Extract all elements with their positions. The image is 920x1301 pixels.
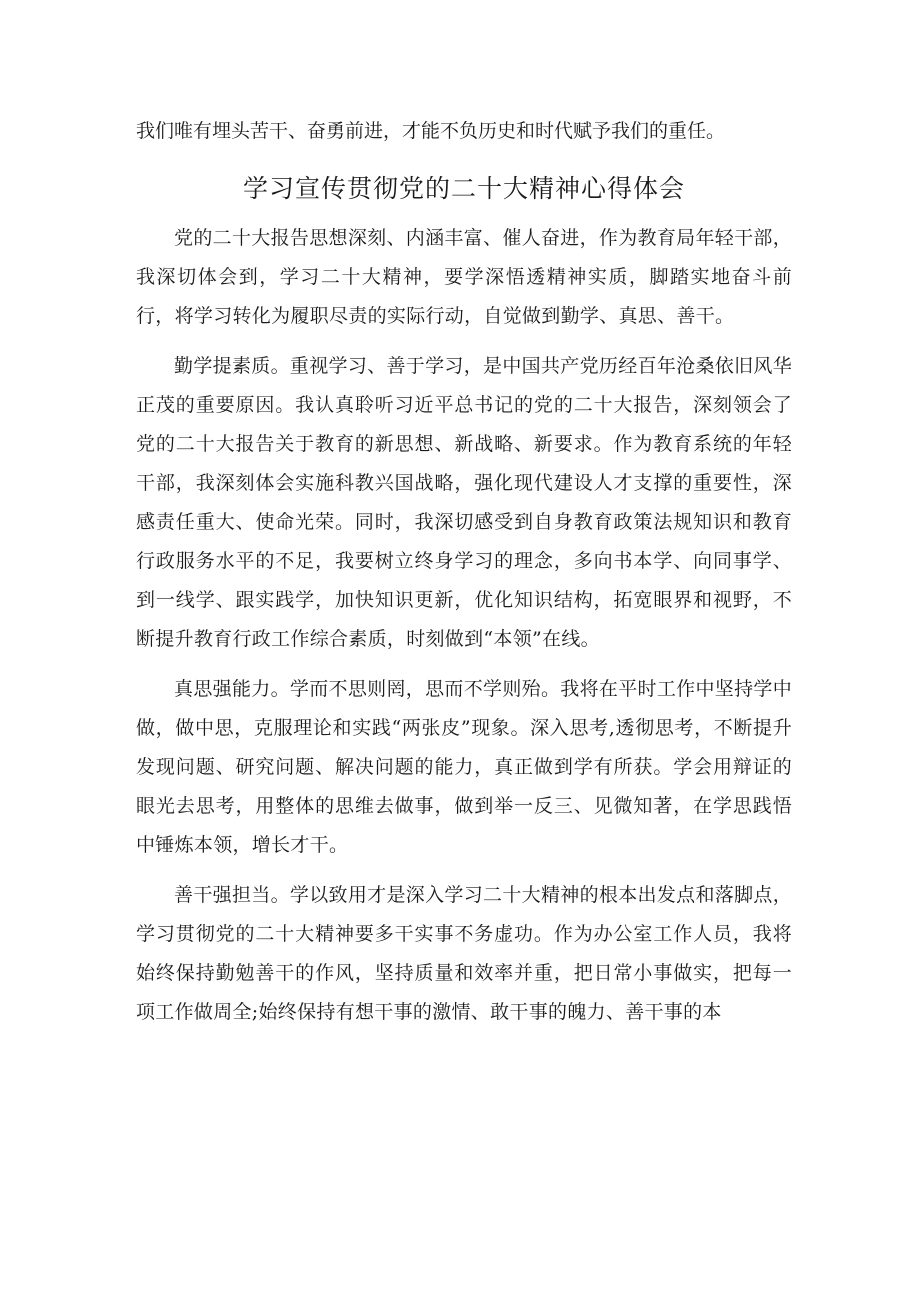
paragraph-intro: 党的二十大报告思想深刻、内涵丰富、催人奋进，作为教育局年轻干部，我深切体会到，学习二十大精神，要学深悟透精神实质，脚踏实地奋斗前行，将学习转化为履职尽责的实际行动，自觉做到勤学、真思、善干。	[136, 227, 792, 327]
document-body	[136, 112, 792, 1043]
paragraph-real-thinking: 真思强能力。学而不思则罔，思而不学则殆。我将在平时工作中坚持学中做，做中思，克服理论和实践“两张皮”现象。深入思考,透彻思考，不断提升发现问题、研究问题、解决问题的能力，真正做到学有所获。学会用辩证的眼光去思考，用整体的思维去做事，做到举一反三、见微知著，在学思践悟中锤炼本领，增长才干。	[136, 678, 792, 856]
lead-line: 我们唯有埋头苦干、奋勇前进，才能不负历史和时代赋予我们的重任。	[136, 120, 726, 142]
document-title: 学习宣传贯彻党的二十大精神心得体会	[242, 174, 685, 203]
paragraph-good-work: 善干强担当。学以致用才是深入学习二十大精神的根本出发点和落脚点，学习贯彻党的二十大精神要多干实事不务虚功。作为办公室工作人员，我将始终保持勤勉善干的作风，坚持质量和效率并重，把日常小事做实，把每一项工作做周全;始终保持有想干事的激情、敢干事的魄力、善干事的本	[136, 884, 792, 1023]
paragraph-diligent-study: 勤学提素质。重视学习、善于学习，是中国共产党历经百年沧桑依旧风华正茂的重要原因。我认真聆听习近平总书记的党的二十大报告，深刻领会了党的二十大报告关于教育的新思想、新战略、新要求。作为教育系统的年轻干部，我深刻体会实施科教兴国战略，强化现代建设人才支撑的重要性，深感责任重大、使命光荣。同时，我深切感受到自身教育政策法规知识和教育行政服务水平的不足，我要树立终身学习的理念，多向书本学、向同事学、到一线学、跟实践学，加快知识更新，优化知识结构，拓宽眼界和视野，不断提升教育行政工作综合素质，时刻做到“本领”在线。	[136, 355, 792, 650]
